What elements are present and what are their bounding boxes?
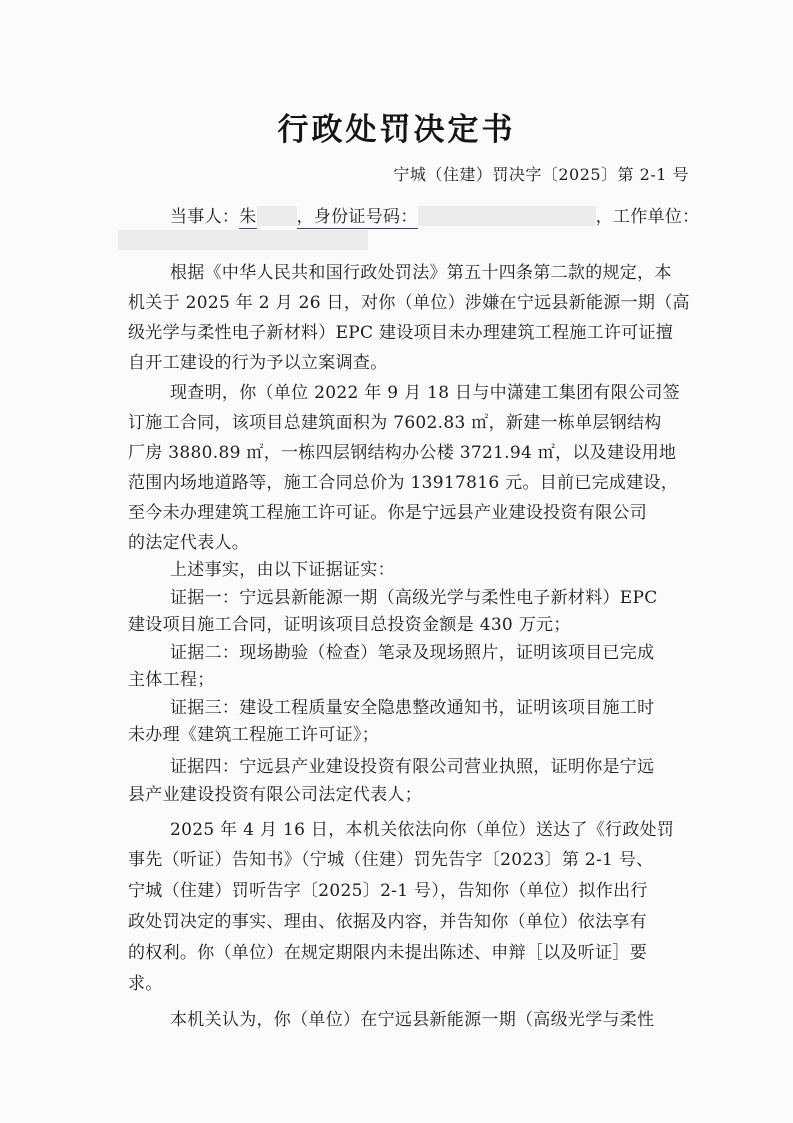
text-line: 宁城（住建）罚听告字〔2025〕2-1 号），告知你（单位）拟作出行 [128, 881, 648, 901]
text-line: 事先（听证）告知书》（宁城（住建）罚先告字〔2023〕第 2-1 号、 [128, 850, 654, 870]
evidence-3-line: 未办理《建筑工程施工许可证》； [128, 725, 379, 745]
text-line: 厂房 3880.89 ㎡，一栋四层钢结构办公楼 3721.94 ㎡，以及建设用地 [128, 443, 677, 463]
text-line: 政处罚决定的事实、理由、依据及内容，并告知你（单位）依法享有 [128, 912, 647, 932]
evidence-4-line: 县产业建设投资有限公司法定代表人； [128, 785, 423, 805]
text-line: 本机关认为，你（单位）在宁远县新能源一期（高级光学与柔性 [170, 1010, 655, 1030]
evidence-3-line: 证据三：建设工程质量安全隐患整改通知书，证明该项目施工时 [170, 698, 655, 718]
text-line: 求。 [128, 974, 163, 994]
text-line: 自开工建设的行为予以立案调查。 [128, 353, 388, 373]
text-line: 机关于 2025 年 2 月 26 日，对你（单位）涉嫌在宁远县新能源一期（高 [128, 293, 690, 313]
text-line: 的法定代表人。 [128, 533, 250, 553]
work-label: ，工作单位： [595, 207, 700, 227]
evidence-1-line: 建设项目施工合同，证明该项目总投资金额是 430 万元； [128, 615, 571, 635]
text-line: 现查明，你（单位 2022 年 9 月 18 日与中潇建工集团有限公司签 [170, 383, 680, 403]
id-label: ，身份证号码： [296, 207, 418, 227]
text-line: 根据《中华人民共和国行政处罚法》第五十四条第二款的规定，本 [170, 263, 672, 283]
redacted-work-unit [118, 230, 368, 250]
document-number: 宁城（住建）罚决字〔2025〕第 2-1 号 [393, 165, 689, 184]
evidence-4-line: 证据四：宁远县产业建设投资有限公司营业执照，证明你是宁远 [170, 757, 655, 777]
text-line: 至今未办理建筑工程施工许可证。你是宁远县产业建设投资有限公司 [128, 503, 647, 523]
text-line: 订施工合同，该项目总建筑面积为 7602.83 ㎡，新建一栋单层钢结构 [128, 413, 662, 433]
text-line: 的权利。你（单位）在规定期限内未提出陈述、申辩［以及听证］要 [128, 943, 647, 963]
text-line: 级光学与柔性电子新材料）EPC 建设项目未办理建筑工程施工许可证擅 [128, 323, 674, 343]
redacted-name [257, 206, 297, 226]
text-line: 2025 年 4 月 16 日，本机关依法向你（单位）送达了《行政处罚 [170, 820, 675, 840]
redacted-id-number [418, 206, 596, 226]
evidence-1-line: 证据一：宁远县新能源一期（高级光学与柔性电子新材料）EPC [170, 588, 658, 608]
text-line: 上述事实，由以下证据证实： [170, 560, 395, 580]
evidence-2-line: 主体工程； [128, 670, 215, 690]
party-label: 当事人： [170, 207, 240, 227]
party-line [170, 202, 699, 227]
document-title: 行政处罚决定书 [277, 112, 516, 148]
text-line: 范围内场地道路等，施工合同总价为 13917816 元。目前已完成建设， [128, 473, 679, 493]
redacted-work-unit-line [118, 230, 368, 251]
evidence-2-line: 证据二：现场勘验（检查）笔录及现场照片，证明该项目已完成 [170, 643, 655, 663]
party-name: 朱 [239, 207, 257, 227]
